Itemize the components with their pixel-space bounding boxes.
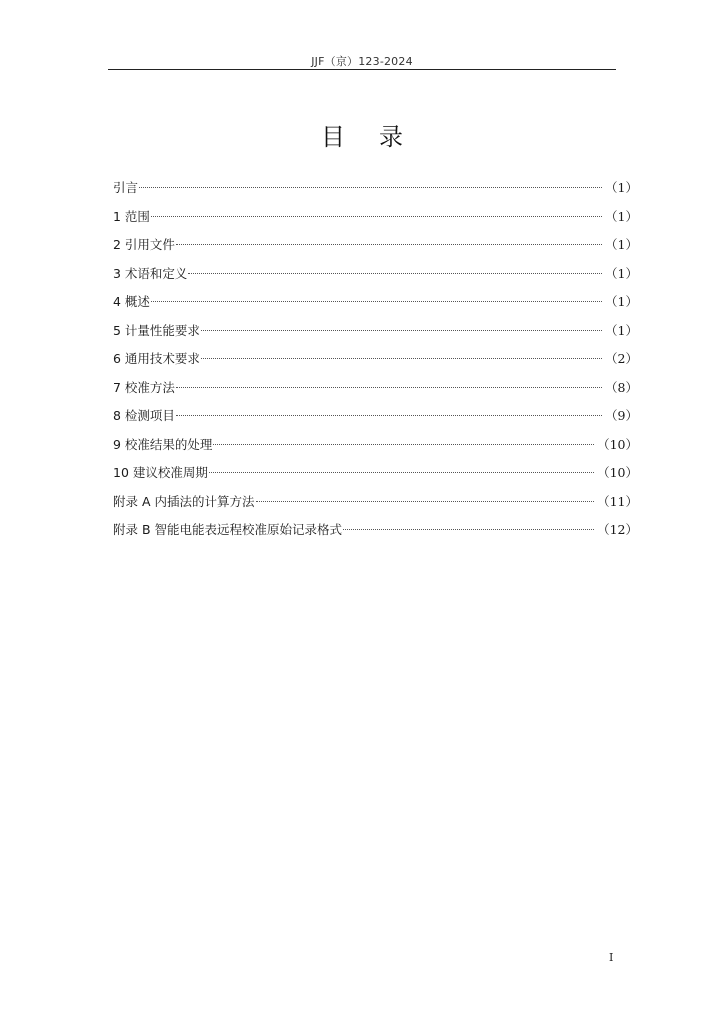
toc-entry-page: （10） bbox=[597, 436, 638, 452]
toc-entry-label: 3 术语和定义 bbox=[113, 265, 188, 281]
running-header: JJF（京）123-2024 bbox=[311, 55, 413, 68]
toc-entry-page: （1） bbox=[605, 180, 638, 195]
toc-entry-label: 引言 bbox=[113, 180, 139, 195]
toc-title bbox=[0, 117, 724, 152]
toc-title-char: 目 bbox=[321, 123, 345, 151]
toc-entry-recalibration-interval[interactable] bbox=[113, 463, 638, 492]
toc-entry-calibration-method[interactable] bbox=[113, 378, 638, 407]
toc-entry-page: （1） bbox=[605, 265, 638, 281]
toc-entry-test-items[interactable] bbox=[113, 406, 638, 435]
dot-leader bbox=[176, 244, 602, 245]
toc-entry-page: （8） bbox=[605, 379, 638, 395]
dot-leader bbox=[343, 529, 594, 530]
toc-entry-page: （12） bbox=[597, 522, 638, 537]
dot-leader bbox=[256, 501, 595, 502]
toc-entry-label: 9 校准结果的处理 bbox=[113, 436, 213, 452]
toc-entry-label: 4 概述 bbox=[113, 294, 150, 309]
toc-entry-page: （10） bbox=[597, 465, 638, 480]
toc-entry-overview[interactable] bbox=[113, 292, 638, 321]
toc-entry-label: 10 建议校准周期 bbox=[113, 465, 208, 480]
toc-entry-label: 7 校准方法 bbox=[113, 379, 175, 395]
toc-entry-label: 8 检测项目 bbox=[113, 408, 175, 423]
toc-entry-metrological-requirements[interactable] bbox=[113, 321, 638, 350]
toc-entry-scope[interactable] bbox=[113, 207, 638, 236]
toc-entry-references[interactable] bbox=[113, 235, 638, 264]
toc-entry-appendix-b[interactable] bbox=[113, 520, 638, 549]
toc-entry-page: （1） bbox=[605, 237, 638, 252]
toc-entry-page: （1） bbox=[605, 208, 638, 224]
dot-leader bbox=[213, 444, 594, 445]
toc-entry-label: 1 范围 bbox=[113, 208, 150, 224]
toc-entry-introduction[interactable] bbox=[113, 178, 638, 207]
toc-entry-page: （11） bbox=[597, 493, 638, 509]
toc-entry-label: 附录 B 智能电能表远程校准原始记录格式 bbox=[113, 522, 343, 537]
toc-entry-page: （1） bbox=[605, 294, 638, 309]
toc-entry-label: 6 通用技术要求 bbox=[113, 351, 200, 366]
toc-entry-page: （1） bbox=[605, 322, 638, 338]
toc-list bbox=[113, 178, 638, 549]
toc-entry-technical-requirements[interactable] bbox=[113, 349, 638, 378]
dot-leader bbox=[201, 358, 602, 359]
toc-entry-label: 附录 A 内插法的计算方法 bbox=[113, 493, 255, 509]
toc-entry-result-handling[interactable] bbox=[113, 435, 638, 464]
dot-leader bbox=[176, 387, 602, 388]
header-rule bbox=[108, 69, 616, 70]
dot-leader bbox=[188, 273, 602, 274]
toc-entry-terms[interactable] bbox=[113, 264, 638, 293]
dot-leader bbox=[176, 415, 602, 416]
toc-entry-page: （2） bbox=[605, 351, 638, 366]
toc-entry-label: 2 引用文件 bbox=[113, 237, 175, 252]
toc-entry-label: 5 计量性能要求 bbox=[113, 322, 200, 338]
dot-leader bbox=[201, 330, 602, 331]
toc-title-char: 录 bbox=[379, 123, 403, 151]
dot-leader bbox=[209, 472, 594, 473]
toc-entry-appendix-a[interactable] bbox=[113, 492, 638, 521]
dot-leader bbox=[151, 301, 602, 302]
toc-entry-page: （9） bbox=[605, 408, 638, 423]
dot-leader bbox=[151, 216, 602, 217]
dot-leader bbox=[139, 187, 602, 188]
page-number: I bbox=[609, 951, 614, 964]
